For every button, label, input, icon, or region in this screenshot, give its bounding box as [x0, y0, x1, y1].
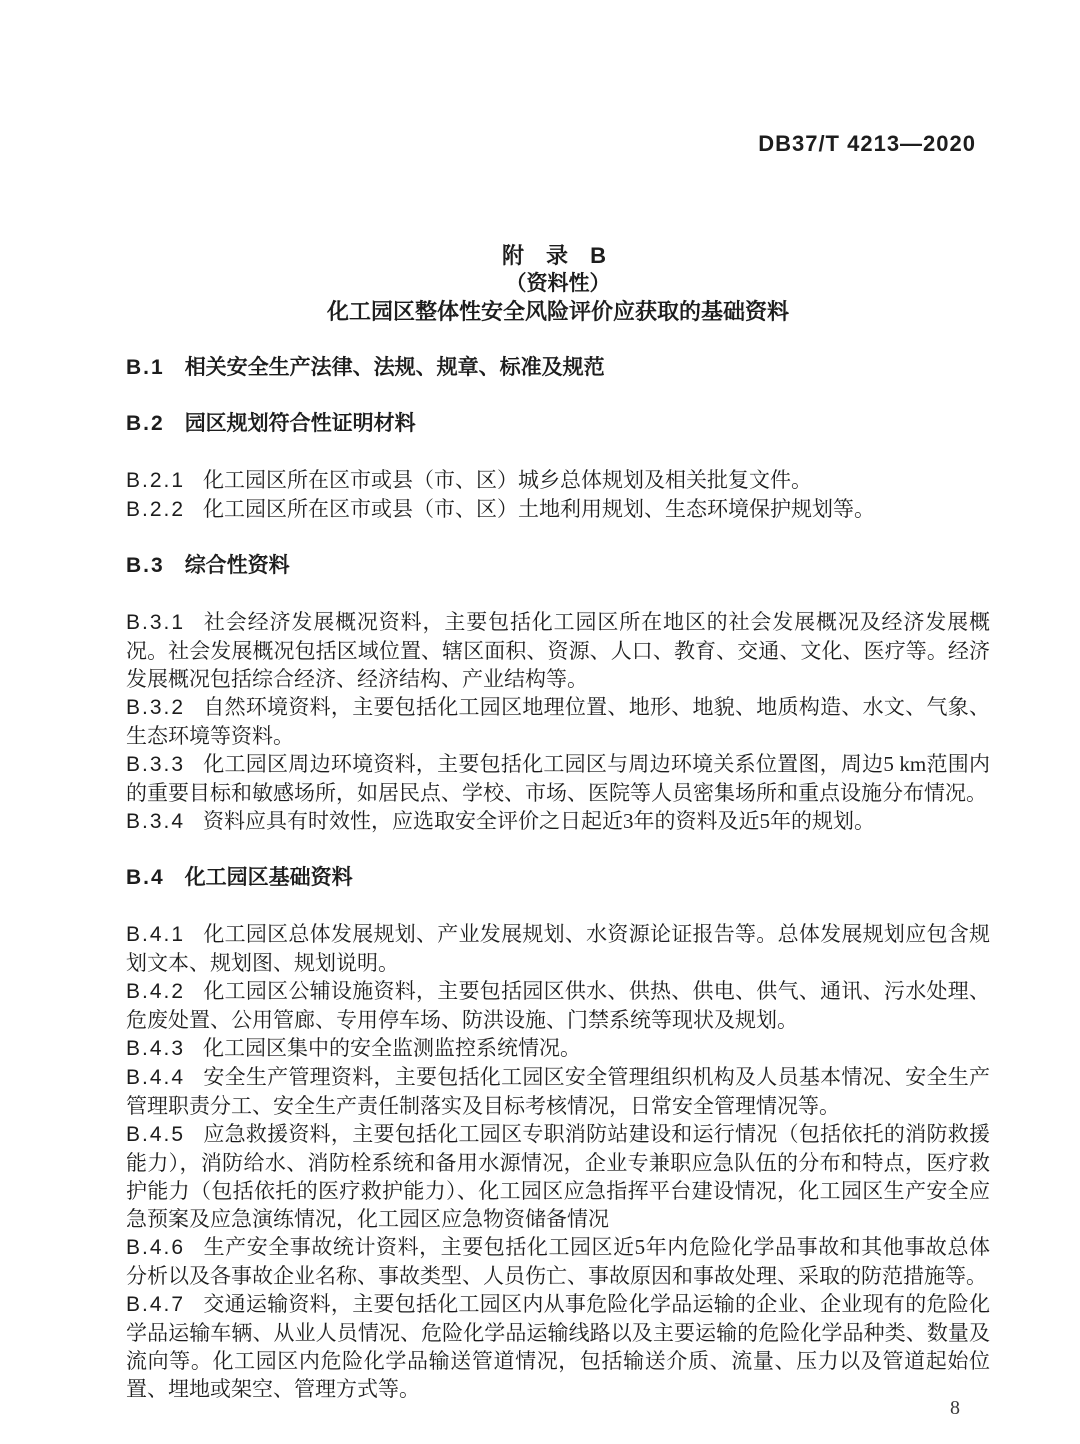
section-body	[126, 466, 990, 524]
clause	[126, 1233, 990, 1290]
clause-label: B.3.1	[126, 611, 186, 634]
clause	[126, 750, 990, 807]
standard-number: DB37/T 4213—2020	[758, 131, 976, 156]
section-body	[126, 920, 990, 1403]
clause-label: B.4.5	[126, 1123, 186, 1146]
clause-text: 化工园区总体发展规划、产业发展规划、水资源论证报告等。总体发展规划应包含规划文本、规划图、规划说明。	[126, 922, 990, 975]
clause	[126, 1034, 990, 1063]
page-content	[126, 0, 990, 1403]
clause-text: 化工园区公辅设施资料，主要包括园区供水、供热、供电、供气、通讯、污水处理、危废处置、公用管廊、专用停车场、防洪设施、门禁系统等现状及规划。	[126, 979, 990, 1032]
appendix-type: （资料性）	[505, 272, 611, 295]
appendix-title-block	[126, 242, 990, 326]
section-heading	[126, 864, 990, 892]
clause-text: 应急救援资料，主要包括化工园区专职消防站建设和运行情况（包括依托的消防救援能力），消防给水、消防栓系统和备用水源情况，企业专兼职应急队伍的分布和特点，医疗救护能力（包括依托的医疗救护能力）、化工园区应急指挥平台建设情况，化工园区生产安全应急预案及应急演练情况，化工园区应急物资储备情况	[126, 1122, 990, 1231]
clause	[126, 920, 990, 977]
clause	[126, 1120, 990, 1233]
clause	[126, 1063, 990, 1120]
section-heading-text: 园区规划符合性证明材料	[184, 412, 416, 435]
clause-label: B.2.2	[126, 498, 186, 521]
appendix-subject: 化工园区整体性安全风险评价应获取的基础资料	[326, 299, 789, 324]
clause-text: 安全生产管理资料，主要包括化工园区安全管理组织机构及人员基本情况、安全生产管理职责分工、安全生产责任制落实及目标考核情况，日常安全管理情况等。	[126, 1065, 990, 1118]
section-b1	[126, 354, 990, 382]
section-b4	[126, 864, 990, 1403]
page-number: 8	[950, 1397, 960, 1419]
section-heading-text: 化工园区基础资料	[184, 866, 353, 889]
clause-label: B.4.1	[126, 923, 186, 946]
appendix-title: 附 录 B	[501, 243, 615, 268]
clause-text: 化工园区所在区市或县（市、区）城乡总体规划及相关批复文件。	[203, 468, 813, 492]
clause-label: B.3.3	[126, 753, 186, 776]
clause-text: 资料应具有时效性，应选取安全评价之日起近3年的资料及近5年的规划。	[203, 809, 876, 833]
clause-label: B.3.2	[126, 696, 186, 719]
section-label: B.2	[126, 412, 165, 435]
clause-label: B.3.4	[126, 810, 186, 833]
clause	[126, 693, 990, 750]
clause-text: 化工园区所在区市或县（市、区）土地利用规划、生态环境保护规划等。	[203, 497, 876, 521]
clause-text: 生产安全事故统计资料，主要包括化工园区近5年内危险化学品事故和其他事故总体分析以及各事故企业名称、事故类型、人员伤亡、事故原因和事故处理、采取的防范措施等。	[126, 1235, 990, 1288]
section-label: B.1	[126, 356, 165, 379]
clause	[126, 1290, 990, 1403]
clause	[126, 977, 990, 1034]
section-heading	[126, 354, 990, 382]
clause-label: B.4.4	[126, 1066, 186, 1089]
clause-text: 自然环境资料，主要包括化工园区地理位置、地形、地貌、地质构造、水文、气象、生态环境等资料。	[126, 695, 990, 748]
section-label: B.3	[126, 554, 165, 577]
section-heading	[126, 552, 990, 580]
clause	[126, 807, 990, 836]
section-b2	[126, 410, 990, 524]
clause-label: B.4.2	[126, 980, 186, 1003]
section-heading-text: 综合性资料	[184, 554, 290, 577]
clause-label: B.4.7	[126, 1293, 186, 1316]
section-body	[126, 608, 990, 836]
section-heading	[126, 410, 990, 438]
section-label: B.4	[126, 866, 165, 889]
section-b3	[126, 552, 990, 836]
clause-label: B.4.6	[126, 1236, 186, 1259]
clause-text: 交通运输资料，主要包括化工园区内从事危险化学品运输的企业、企业现有的危险化学品运输车辆、从业人员情况、危险化学品运输线路以及主要运输的危险化学品种类、数量及流向等。化工园区内危险化学品输送管道情况，包括输送介质、流量、压力以及管道起始位置、埋地或架空、管理方式等。	[126, 1292, 990, 1401]
clause	[126, 495, 990, 524]
clause-text: 化工园区周边环境资料，主要包括化工园区与周边环境关系位置图，周边5 km范围内的重要目标和敏感场所，如居民点、学校、市场、医院等人员密集场所和重点设施分布情况。	[126, 752, 990, 805]
section-heading-text: 相关安全生产法律、法规、规章、标准及规范	[184, 356, 605, 379]
clause-text: 社会经济发展概况资料，主要包括化工园区所在地区的社会发展概况及经济发展概况。社会发展概况包括区域位置、辖区面积、资源、人口、教育、交通、文化、医疗等。经济发展概况包括综合经济、经济结构、产业结构等。	[126, 610, 990, 691]
clause-label: B.4.3	[126, 1037, 186, 1060]
clause-label: B.2.1	[126, 469, 186, 492]
clause	[126, 608, 990, 693]
clause-text: 化工园区集中的安全监测监控系统情况。	[203, 1036, 582, 1060]
clause	[126, 466, 990, 495]
